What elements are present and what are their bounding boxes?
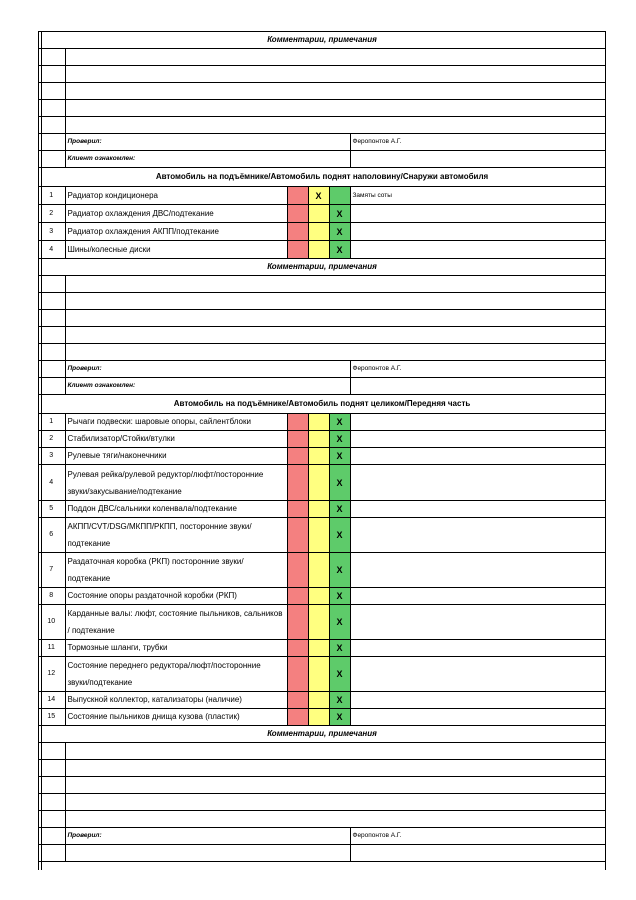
check-row: 4 Рулевая рейка/рулевой редуктор/люфт/посторонние звуки/закусывание/подтекание X xyxy=(38,465,606,501)
check-item-label: Состояние опоры раздаточной коробки (РКП) xyxy=(65,588,287,605)
check-item-label: Стабилизатор/Стойки/втулки xyxy=(65,431,287,448)
status-red[interactable] xyxy=(287,465,308,501)
check-item-note[interactable] xyxy=(350,518,606,553)
comment-line xyxy=(38,66,606,83)
comment-line xyxy=(38,293,606,310)
check-row: 11 Тормозные шланги, трубки X xyxy=(38,640,606,657)
comments-title: Комментарии, примечания xyxy=(38,726,606,743)
status-red[interactable] xyxy=(287,605,308,640)
check-row: 10 Карданные валы: люфт, состояние пыльников, сальников / подтекание X xyxy=(38,605,606,640)
check-item-note[interactable] xyxy=(350,657,606,692)
status-red[interactable] xyxy=(287,709,308,726)
check-row: 14 Выпускной коллектор, катализаторы (наличие) X xyxy=(38,692,606,709)
status-green[interactable]: X xyxy=(329,205,350,223)
inspector-name: Феропонтов А.Г. xyxy=(350,828,606,845)
status-green[interactable]: X xyxy=(329,414,350,431)
check-item-label: Радиатор охлаждения АКПП/подтекание xyxy=(65,223,287,241)
check-item-label: Рычаги подвески: шаровые опоры, сайлентблоки xyxy=(65,414,287,431)
checked-row xyxy=(38,361,606,378)
check-item-note[interactable] xyxy=(350,605,606,640)
check-item-note[interactable] xyxy=(350,692,606,709)
status-yellow[interactable] xyxy=(308,205,329,223)
comment-line xyxy=(38,743,606,760)
check-item-note[interactable] xyxy=(350,709,606,726)
section-title: Автомобиль на подъёмнике/Автомобиль поднят целиком/Передняя часть xyxy=(38,395,606,414)
status-yellow[interactable] xyxy=(308,223,329,241)
check-row: 1 Рычаги подвески: шаровые опоры, сайлентблоки X xyxy=(38,414,606,431)
comments-title: Комментарии, примечания xyxy=(38,32,606,49)
check-item-note[interactable] xyxy=(350,501,606,518)
status-yellow[interactable] xyxy=(308,465,329,501)
check-item-note[interactable] xyxy=(350,553,606,588)
check-item-label: Радиатор охлаждения ДВС/подтекание xyxy=(65,205,287,223)
status-green[interactable]: X xyxy=(329,518,350,553)
status-yellow[interactable] xyxy=(308,518,329,553)
status-red[interactable] xyxy=(287,205,308,223)
status-green[interactable]: X xyxy=(329,448,350,465)
check-item-note[interactable] xyxy=(350,448,606,465)
check-item-label: Шины/колесные диски xyxy=(65,241,287,259)
inspection-table xyxy=(38,31,606,862)
inspector-name: Феропонтов А.Г. xyxy=(350,134,606,151)
status-red[interactable] xyxy=(287,640,308,657)
status-green[interactable]: X xyxy=(329,605,350,640)
status-green[interactable]: X xyxy=(329,657,350,692)
comment-line xyxy=(38,760,606,777)
comment-line xyxy=(38,49,606,66)
status-green[interactable] xyxy=(329,187,350,205)
status-green[interactable]: X xyxy=(329,588,350,605)
status-yellow[interactable] xyxy=(308,657,329,692)
status-green[interactable]: X xyxy=(329,431,350,448)
status-yellow[interactable] xyxy=(308,553,329,588)
check-item-note[interactable] xyxy=(350,223,606,241)
checked-row xyxy=(38,134,606,151)
client-signature[interactable] xyxy=(350,845,606,862)
comment-line xyxy=(38,777,606,794)
section-title: Автомобиль на подъёмнике/Автомобиль поднят наполовину/Снаружи автомобиля xyxy=(38,168,606,187)
status-green[interactable]: X xyxy=(329,692,350,709)
check-item-label: Состояние переднего редуктора/люфт/посторонние звуки/подтекание xyxy=(65,657,287,692)
check-item-note[interactable]: Замяты соты xyxy=(350,187,606,205)
status-red[interactable] xyxy=(287,518,308,553)
status-green[interactable]: X xyxy=(329,241,350,259)
inspection-table-body xyxy=(38,32,606,862)
check-item-note[interactable] xyxy=(350,241,606,259)
comment-line xyxy=(38,100,606,117)
check-item-label: Поддон ДВС/сальники коленвала/подтекание xyxy=(65,501,287,518)
comment-line xyxy=(38,344,606,361)
status-red[interactable] xyxy=(287,588,308,605)
comments-title: Комментарии, примечания xyxy=(38,259,606,276)
check-item-label: Рулевая рейка/рулевой редуктор/люфт/посторонние звуки/закусывание/подтекание xyxy=(65,465,287,501)
comment-line xyxy=(38,83,606,100)
status-yellow[interactable] xyxy=(308,414,329,431)
status-green[interactable]: X xyxy=(329,501,350,518)
status-yellow[interactable] xyxy=(308,431,329,448)
check-row: 5 Поддон ДВС/сальники коленвала/подтекание X xyxy=(38,501,606,518)
client-row xyxy=(38,151,606,168)
checked-label: Проверил: xyxy=(65,134,350,151)
client-label: Клиент ознакомлен: xyxy=(65,151,350,168)
status-green[interactable]: X xyxy=(329,223,350,241)
comment-line xyxy=(38,276,606,293)
status-green[interactable]: X xyxy=(329,640,350,657)
check-row: 6 АКПП/CVT/DSG/МКПП/РКПП, посторонние звуки/ подтекание X xyxy=(38,518,606,553)
client-row xyxy=(38,378,606,395)
comment-line xyxy=(38,117,606,134)
client-label: Клиент ознакомлен: xyxy=(65,378,350,395)
status-yellow[interactable]: X xyxy=(308,187,329,205)
client-row xyxy=(38,845,606,862)
check-row: 3 Радиатор охлаждения АКПП/подтекание X xyxy=(38,223,606,241)
check-row: 7 Раздаточная коробка (РКП) посторонние звуки/ подтекание X xyxy=(38,553,606,588)
status-green[interactable]: X xyxy=(329,553,350,588)
status-yellow[interactable] xyxy=(308,692,329,709)
check-row: 3 Рулевые тяги/наконечники X xyxy=(38,448,606,465)
comment-line xyxy=(38,794,606,811)
check-row: 8 Состояние опоры раздаточной коробки (РКП) X xyxy=(38,588,606,605)
checked-label: Проверил: xyxy=(65,828,350,845)
status-yellow[interactable] xyxy=(308,588,329,605)
status-red[interactable] xyxy=(287,553,308,588)
status-green[interactable]: X xyxy=(329,709,350,726)
status-yellow[interactable] xyxy=(308,640,329,657)
check-row: 2 Радиатор охлаждения ДВС/подтекание X xyxy=(38,205,606,223)
check-item-note[interactable] xyxy=(350,431,606,448)
check-row: 12 Состояние переднего редуктора/люфт/посторонние звуки/подтекание X xyxy=(38,657,606,692)
check-item-label: Состояние пыльников днища кузова (пластик) xyxy=(65,709,287,726)
status-red[interactable] xyxy=(287,431,308,448)
status-yellow[interactable] xyxy=(308,605,329,640)
check-row: 2 Стабилизатор/Стойки/втулки X xyxy=(38,431,606,448)
check-row: 1 Радиатор кондиционера X Замяты соты xyxy=(38,187,606,205)
status-red[interactable] xyxy=(287,657,308,692)
check-item-note[interactable] xyxy=(350,205,606,223)
client-signature[interactable] xyxy=(350,378,606,395)
check-item-label: Карданные валы: люфт, состояние пыльников, сальников / подтекание xyxy=(65,605,287,640)
check-item-label: Раздаточная коробка (РКП) посторонние звуки/ подтекание xyxy=(65,553,287,588)
status-red[interactable] xyxy=(287,448,308,465)
check-item-note[interactable] xyxy=(350,414,606,431)
check-item-note[interactable] xyxy=(350,640,606,657)
status-yellow[interactable] xyxy=(308,448,329,465)
check-row: 4 Шины/колесные диски X xyxy=(38,241,606,259)
status-yellow[interactable] xyxy=(308,709,329,726)
check-item-label: Рулевые тяги/наконечники xyxy=(65,448,287,465)
client-signature[interactable] xyxy=(350,151,606,168)
check-item-label: Радиатор кондиционера xyxy=(65,187,287,205)
checked-row xyxy=(38,828,606,845)
status-red[interactable] xyxy=(287,692,308,709)
status-yellow[interactable] xyxy=(308,501,329,518)
check-item-note[interactable] xyxy=(350,588,606,605)
inspection-sheet xyxy=(38,31,606,870)
check-item-label: АКПП/CVT/DSG/МКПП/РКПП, посторонние звуки/ подтекание xyxy=(65,518,287,553)
comment-line xyxy=(38,310,606,327)
inspector-name: Феропонтов А.Г. xyxy=(350,361,606,378)
check-item-label: Выпускной коллектор, катализаторы (наличие) xyxy=(65,692,287,709)
status-yellow[interactable] xyxy=(308,241,329,259)
check-row: 15 Состояние пыльников днища кузова (пластик) X xyxy=(38,709,606,726)
status-red[interactable] xyxy=(287,414,308,431)
comment-line xyxy=(38,811,606,828)
check-item-note[interactable] xyxy=(350,465,606,501)
check-item-label: Тормозные шланги, трубки xyxy=(65,640,287,657)
status-green[interactable]: X xyxy=(329,465,350,501)
comment-line xyxy=(38,327,606,344)
status-red[interactable] xyxy=(287,241,308,259)
status-red[interactable] xyxy=(287,501,308,518)
checked-label: Проверил: xyxy=(65,361,350,378)
status-red[interactable] xyxy=(287,187,308,205)
status-red[interactable] xyxy=(287,223,308,241)
